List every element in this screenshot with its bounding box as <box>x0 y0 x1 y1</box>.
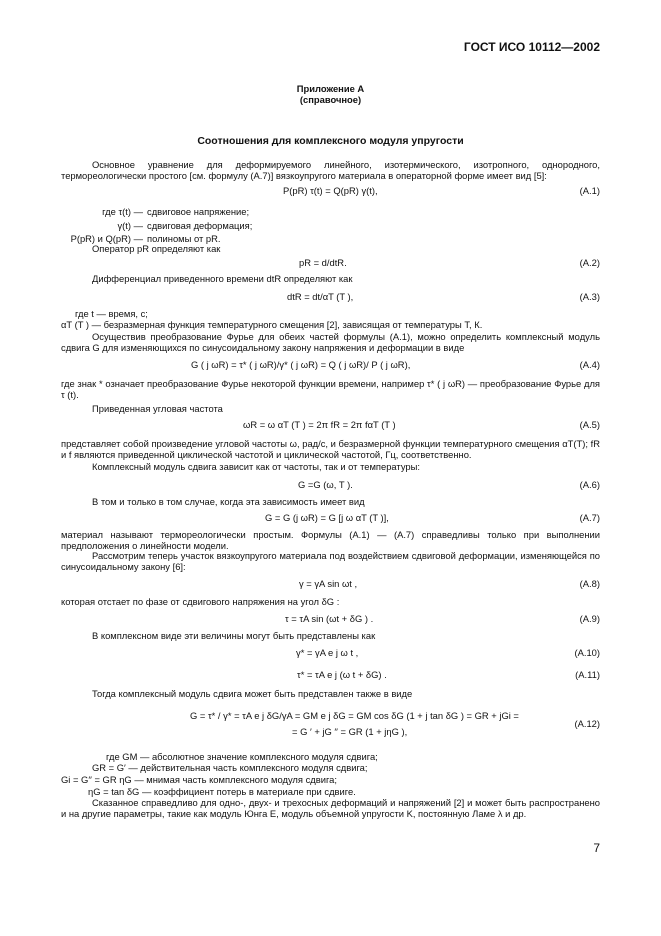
appendix-subtitle: (справочное) <box>299 94 362 105</box>
definition-gm: где GM — абсолютное значение комплексного модуля сдвига; <box>106 751 378 762</box>
definition-text: сдвиговая деформация; <box>147 220 253 231</box>
paragraph-thermo-simple: материал называют термореологически простым. Формулы (А.1) — (А.7) справедливы только при выполнении предположения о линейности модели. <box>61 529 600 551</box>
equation-a1-number: (А.1) <box>579 185 600 196</box>
equation-a10-number: (А.10) <box>574 647 600 658</box>
equation-a2: pR = d/dtR. <box>299 257 347 268</box>
paragraph-phase-lag: которая отстает по фазе от сдвигового напряжения на угол δG : <box>61 596 340 607</box>
paragraph-consider: Рассмотрим теперь участок вязкоупругого материала под воздействием сдвиговой деформации, изменяющейся по синусоидальному закону [6]: <box>61 550 600 572</box>
equation-a4: G ( j ωR) = τ* ( j ωR)/γ* ( j ωR) = Q ( j ωR)/ P ( j ωR), <box>191 359 411 370</box>
paragraph-intro: Основное уравнение для деформируемого линейного, изотермического, изотропного, однородного, термореологически простого [см. формулу (А.7)] вязкоупругого материала в операторной форме имеет вид [5]: <box>61 159 600 181</box>
paragraph-product: представляет собой произведение угловой частоты ω, рад/с, и безразмерной функции температурного смещения αT(T); fR и f являются приведенной циклической частотой и циклической частотой, Гц, соответственно. <box>61 438 600 460</box>
definition-text: полиномы от pR. <box>147 233 221 244</box>
definition-symbol: P(pR) и Q(pR) — <box>70 233 143 244</box>
definition-shift-function: αT (T ) — безразмерная функция температурного смещения [2], зависящая от температуры T, К. <box>61 319 483 330</box>
appendix-title: Приложение А <box>296 83 365 94</box>
equation-a4-number: (А.4) <box>579 359 600 370</box>
paragraph-depends: Комплексный модуль сдвига зависит как от частоты, так и от температуры: <box>92 461 420 472</box>
equation-a8-number: (А.8) <box>579 578 600 589</box>
definition-time: где t — время, с; <box>75 308 148 319</box>
equation-a12-number: (А.12) <box>574 718 600 729</box>
equation-a2-number: (А.2) <box>579 257 600 268</box>
equation-a12-line1: G = τ* / γ* = τA e j δG/γA = GM e j δG = GM cos δG (1 + j tan δG ) = GR + jGi = <box>190 710 519 721</box>
equation-a10: γ* = γA e j ω t , <box>296 647 359 658</box>
equation-a6-number: (А.6) <box>579 479 600 490</box>
equation-a9: τ = τA sin (ωt + δG ) . <box>285 613 374 624</box>
paragraph-complex-form: В комплексном виде эти величины могут быть представлены как <box>92 630 376 641</box>
equation-a5-number: (А.5) <box>579 419 600 430</box>
definition-symbol: γ(t) — <box>117 220 143 231</box>
paragraph-iff: В том и только в том случае, когда эта зависимость имеет вид <box>92 496 365 507</box>
page-number: 7 <box>593 841 600 855</box>
document-id: ГОСТ ИСО 10112—2002 <box>463 40 600 54</box>
equation-a11: τ* = τA e j (ω t + δG) . <box>297 669 387 680</box>
definition-text: сдвиговое напряжение; <box>147 206 250 217</box>
equation-a9-number: (А.9) <box>579 613 600 624</box>
equation-a6: G =G (ω, T ). <box>298 479 353 490</box>
equation-a8: γ = γA sin ωt , <box>299 578 358 589</box>
definition-eta: ηG = tan δG — коэффициент потерь в материале при сдвиге. <box>88 786 356 797</box>
paragraph-fourier-star: где знак * означает преобразование Фурье некоторой функции времени, например τ* ( j ωR) — преобразование Фурье для τ (t). <box>61 378 600 400</box>
equation-a5: ωR = ω αT (T ) = 2π fR = 2π fαT (T ) <box>243 419 396 430</box>
definition-gi: Gi = G′′ = GR ηG — мнимая часть комплексного модуля сдвига; <box>61 774 337 785</box>
equation-a7-number: (А.7) <box>579 512 600 523</box>
paragraph-operator: Оператор pR определяют как <box>92 243 221 254</box>
paragraph-fourier: Осуществив преобразование Фурье для обеих частей формулы (А.1), можно определить комплексный модуль сдвига G для изменяющихся по синусоидальному закону напряжения и деформации в виде <box>61 331 600 353</box>
definition-symbol: где τ(t) — <box>102 206 143 217</box>
equation-a1: P(pR) τ(t) = Q(pR) γ(t), <box>283 185 378 196</box>
paragraph-reduced-frequency: Приведенная угловая частота <box>92 403 223 414</box>
section-title: Соотношения для комплексного модуля упругости <box>197 135 464 147</box>
equation-a3-number: (А.3) <box>579 291 600 302</box>
equation-a3: dtR = dt/αT (T ), <box>287 291 354 302</box>
equation-a12-line2: = G ′ + jG ′′ = GR (1 + jηG ), <box>292 726 408 737</box>
definition-gr: GR = G′ — действительная часть комплексного модуля сдвига; <box>92 762 368 773</box>
equation-a7: G = G (j ωR) = G [j ω αT (T )], <box>265 512 389 523</box>
paragraph-then: Тогда комплексный модуль сдвига может быть представлен также в виде <box>92 688 413 699</box>
equation-a11-number: (А.11) <box>575 669 600 680</box>
paragraph-differential: Дифференциал приведенного времени dtR определяют как <box>92 273 353 284</box>
paragraph-conclusion: Сказанное справедливо для одно-, двух- и трехосных деформаций и напряжений [2] и может быть распространено и на другие параметры, такие как модуль Юнга E, модуль объемной упругости K, постоянную Ламе λ и др. <box>61 797 600 819</box>
